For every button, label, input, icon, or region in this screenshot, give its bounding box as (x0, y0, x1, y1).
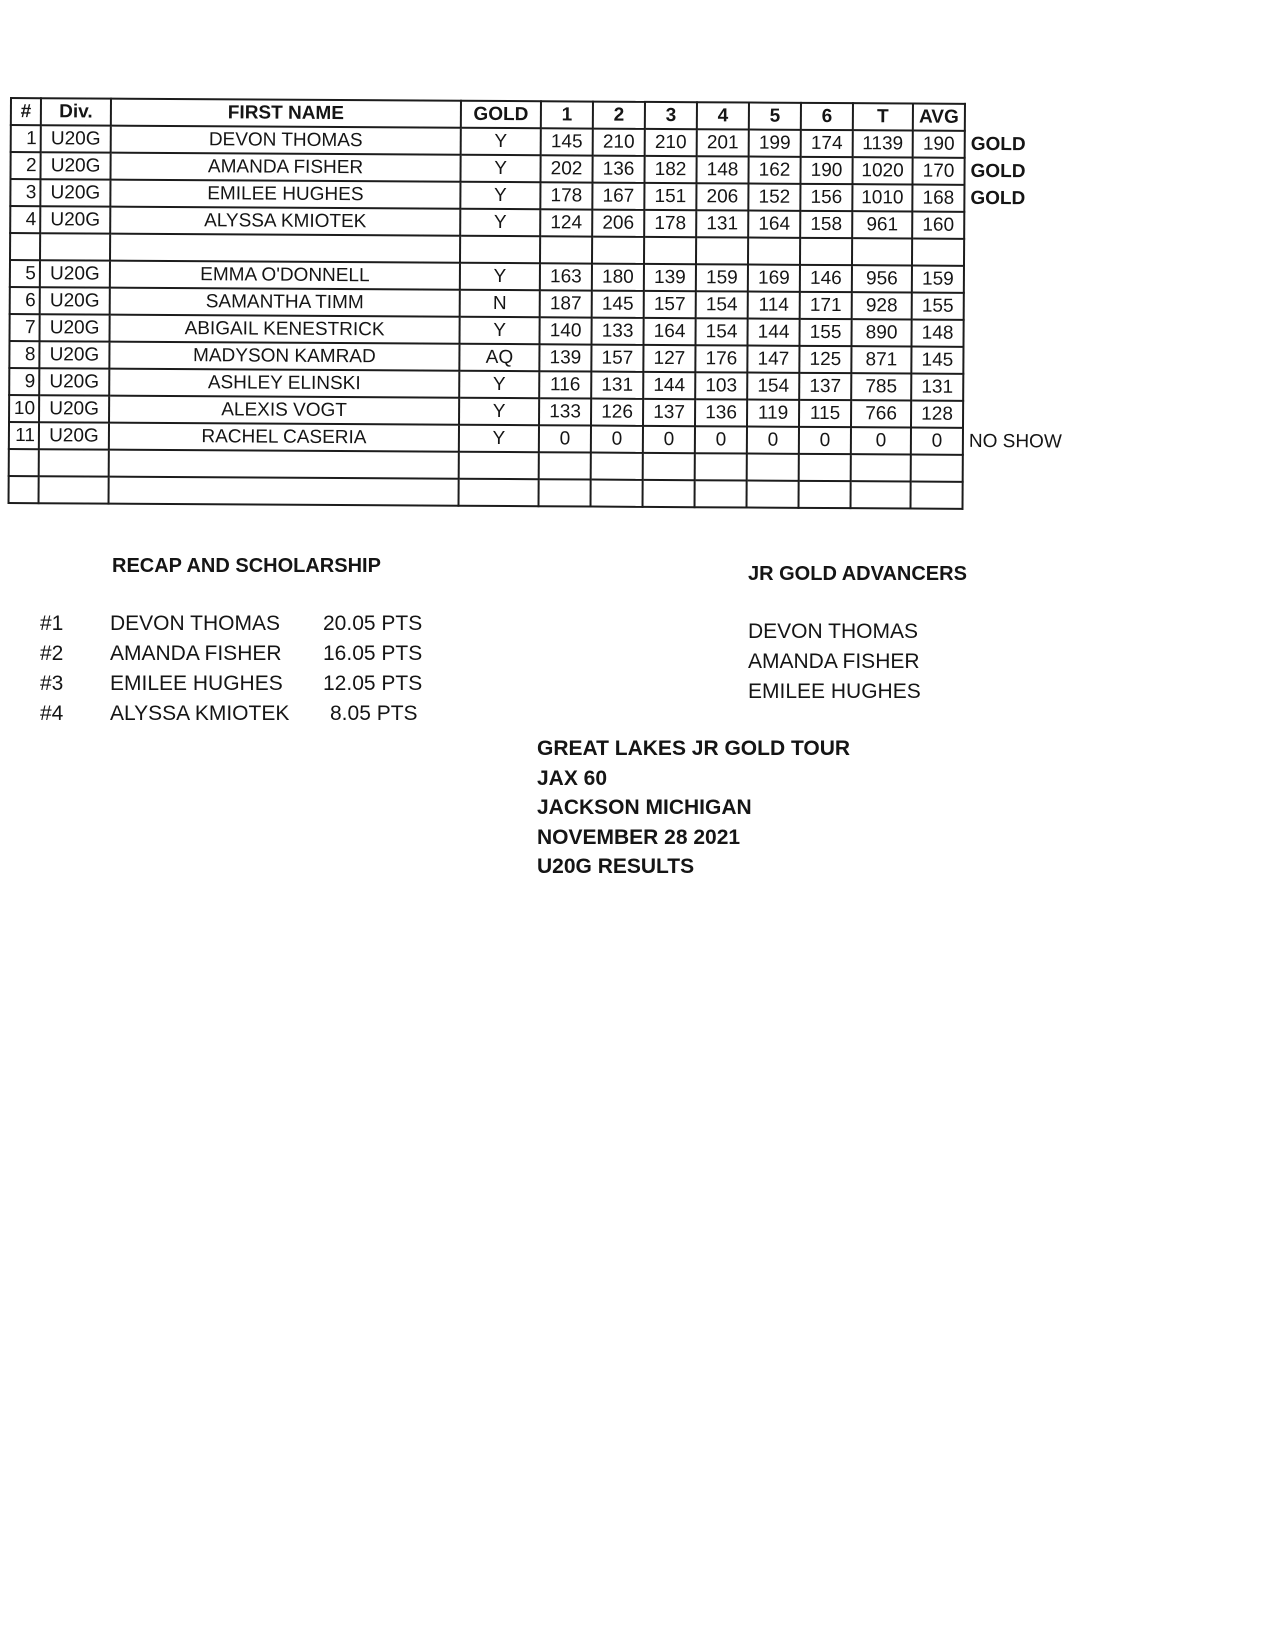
rank-cell (10, 233, 40, 260)
name-cell (110, 234, 460, 263)
game-3-cell: 157 (644, 291, 696, 318)
recap-points: 20.05 PTS (323, 612, 423, 635)
total-cell: 0 (851, 427, 911, 454)
game-2-cell (591, 453, 643, 480)
game-3-cell: 164 (643, 318, 695, 345)
total-cell: 1010 (852, 184, 912, 211)
game-5-cell: 164 (748, 211, 800, 238)
game-6-cell (799, 454, 851, 481)
gold-cell: Y (460, 263, 540, 290)
game-2-cell (591, 480, 643, 507)
gold-cell (459, 452, 539, 479)
advancer-name: EMILEE HUGHES (748, 680, 921, 703)
game-6-cell: 125 (799, 346, 851, 373)
game-3-cell: 178 (644, 210, 696, 237)
gold-cell: AQ (459, 344, 539, 371)
game-1-cell: 133 (539, 398, 591, 425)
name-cell: SAMANTHA TIMM (110, 288, 460, 317)
recap-name: AMANDA FISHER (110, 642, 282, 665)
recap-points: 8.05 PTS (330, 702, 418, 725)
game-4-cell: 131 (696, 210, 748, 237)
game-2-cell: 145 (592, 291, 644, 318)
total-cell: 1139 (853, 130, 913, 157)
table-row (9, 476, 1073, 509)
advancer-name: AMANDA FISHER (748, 650, 920, 673)
game-4-cell: 159 (696, 264, 748, 291)
game-1-cell: 116 (539, 371, 591, 398)
name-cell: RACHEL CASERIA (109, 423, 459, 452)
game-5-cell: 114 (748, 292, 800, 319)
gold-cell: Y (460, 182, 540, 209)
division-cell: U20G (39, 422, 109, 449)
game-6-cell: 155 (799, 319, 851, 346)
division-cell: U20G (40, 179, 110, 206)
name-cell (109, 477, 459, 506)
rank-cell: 8 (9, 341, 39, 368)
game-6-cell: 190 (800, 157, 852, 184)
total-cell: 871 (851, 346, 911, 373)
game-5-cell (747, 481, 799, 508)
row-note (963, 482, 1073, 510)
game-2-cell: 0 (591, 426, 643, 453)
col-header-game-1: 1 (541, 101, 593, 128)
rank-cell: 2 (10, 152, 40, 179)
game-2-cell (592, 237, 644, 264)
average-cell: 131 (911, 374, 963, 401)
recap-name: EMILEE HUGHES (110, 672, 283, 695)
gold-cell: Y (459, 371, 539, 398)
row-note (963, 455, 1073, 483)
average-cell (912, 239, 964, 266)
gold-cell: Y (460, 155, 540, 182)
rank-cell (9, 476, 39, 503)
gold-cell: Y (459, 398, 539, 425)
recap-name: ALYSSA KMIOTEK (110, 702, 290, 725)
game-5-cell: 169 (748, 265, 800, 292)
average-cell: 190 (913, 131, 965, 158)
game-4-cell: 154 (695, 318, 747, 345)
game-2-cell: 167 (592, 183, 644, 210)
event-line: JACKSON MICHIGAN (537, 796, 752, 819)
game-1-cell: 187 (540, 290, 592, 317)
recap-rank: #3 (40, 672, 64, 695)
col-header-game-4: 4 (697, 102, 749, 129)
average-cell: 168 (912, 185, 964, 212)
total-cell: 890 (851, 319, 911, 346)
results-table (8, 97, 1076, 511)
gold-cell: N (460, 290, 540, 317)
game-4-cell (695, 453, 747, 480)
row-note: GOLD (970, 187, 1026, 209)
game-1-cell: 140 (539, 317, 591, 344)
game-3-cell: 182 (644, 156, 696, 183)
game-5-cell: 154 (747, 373, 799, 400)
game-1-cell: 139 (539, 344, 591, 371)
game-4-cell (696, 237, 748, 264)
game-6-cell: 0 (799, 427, 851, 454)
game-1-cell: 0 (539, 425, 591, 452)
division-cell: U20G (40, 152, 110, 179)
game-1-cell: 202 (540, 155, 592, 182)
division-cell (40, 233, 110, 260)
name-cell (109, 450, 459, 479)
game-3-cell: 151 (644, 183, 696, 210)
total-cell (852, 238, 912, 265)
col-header-game-3: 3 (645, 102, 697, 129)
game-2-cell: 206 (592, 210, 644, 237)
game-3-cell: 210 (645, 129, 697, 156)
row-note: NO SHOW (968, 430, 1062, 452)
event-line: NOVEMBER 28 2021 (537, 825, 741, 849)
gold-cell: Y (460, 317, 540, 344)
average-cell (911, 455, 963, 482)
row-note (963, 347, 1073, 375)
recap-name: DEVON THOMAS (110, 612, 280, 635)
recap-points: 16.05 PTS (323, 642, 423, 665)
game-6-cell: 137 (799, 373, 851, 400)
recap-rank: #2 (40, 642, 64, 665)
game-3-cell (643, 453, 695, 480)
game-1-cell: 163 (540, 263, 592, 290)
division-cell (39, 449, 109, 476)
average-cell: 145 (911, 347, 963, 374)
gold-cell (460, 236, 540, 263)
game-5-cell: 0 (747, 427, 799, 454)
row-note (964, 293, 1074, 321)
average-cell: 148 (911, 320, 963, 347)
rank-cell: 6 (10, 287, 40, 314)
name-cell: ALYSSA KMIOTEK (110, 207, 460, 236)
event-line: JAX 60 (537, 766, 608, 790)
game-2-cell: 131 (591, 372, 643, 399)
game-4-cell: 176 (695, 345, 747, 372)
game-6-cell: 156 (800, 184, 852, 211)
average-cell: 159 (912, 266, 964, 293)
name-cell: ASHLEY ELINSKI (109, 369, 459, 398)
division-cell: U20G (40, 206, 110, 233)
average-cell: 155 (912, 293, 964, 320)
row-note (964, 239, 1074, 267)
game-1-cell (539, 452, 591, 479)
total-cell (851, 454, 911, 481)
game-2-cell: 136 (592, 156, 644, 183)
game-1-cell (539, 479, 591, 506)
col-header-game-2: 2 (593, 102, 645, 129)
game-3-cell: 139 (644, 264, 696, 291)
game-6-cell: 158 (800, 211, 852, 238)
name-cell: ABIGAIL KENESTRICK (110, 315, 460, 344)
event-line: U20G RESULTS (537, 855, 695, 878)
name-cell: EMMA O'DONNELL (110, 261, 460, 290)
total-cell: 956 (852, 265, 912, 292)
game-5-cell: 147 (747, 346, 799, 373)
rank-cell: 10 (9, 395, 39, 422)
advancers-title: JR GOLD ADVANCERS (748, 563, 967, 585)
col-header-total: T (853, 103, 913, 130)
total-cell: 961 (852, 211, 912, 238)
game-6-cell: 171 (800, 292, 852, 319)
game-2-cell: 210 (593, 129, 645, 156)
game-4-cell: 136 (695, 399, 747, 426)
division-cell: U20G (40, 314, 110, 341)
average-cell: 128 (911, 401, 963, 428)
game-5-cell (748, 238, 800, 265)
row-note: GOLD (970, 160, 1026, 182)
game-5-cell: 144 (747, 319, 799, 346)
rank-cell: 9 (9, 368, 39, 395)
division-cell: U20G (39, 395, 109, 422)
average-cell: 160 (912, 212, 964, 239)
gold-cell: Y (459, 425, 539, 452)
game-4-cell: 154 (696, 291, 748, 318)
game-3-cell: 127 (643, 345, 695, 372)
recap-rank: #1 (40, 612, 64, 635)
total-cell (851, 481, 911, 508)
game-5-cell: 119 (747, 400, 799, 427)
game-4-cell: 0 (695, 426, 747, 453)
division-cell (39, 476, 109, 503)
game-3-cell: 137 (643, 399, 695, 426)
rank-cell: 11 (9, 422, 39, 449)
gold-cell (459, 479, 539, 506)
recap-rank: #4 (40, 702, 64, 725)
row-note (964, 212, 1074, 240)
game-4-cell: 103 (695, 372, 747, 399)
event-line: GREAT LAKES JR GOLD TOUR (537, 737, 851, 760)
game-1-cell (540, 236, 592, 263)
rank-cell: 4 (10, 206, 40, 233)
col-header-game-6: 6 (801, 103, 853, 130)
gold-cell: Y (460, 209, 540, 236)
game-3-cell (644, 237, 696, 264)
game-5-cell (747, 454, 799, 481)
name-cell: ALEXIS VOGT (109, 396, 459, 425)
game-6-cell (799, 481, 851, 508)
name-cell: AMANDA FISHER (110, 153, 460, 182)
row-note: GOLD (970, 133, 1026, 155)
game-2-cell: 133 (591, 318, 643, 345)
rank-cell: 1 (11, 125, 41, 152)
col-header-division: Div. (41, 98, 111, 125)
col-header-gold: GOLD (461, 101, 541, 128)
results-body (9, 125, 1075, 509)
total-cell: 928 (852, 292, 912, 319)
recap-title: RECAP AND SCHOLARSHIP (112, 555, 381, 577)
division-cell: U20G (40, 287, 110, 314)
game-3-cell: 144 (643, 372, 695, 399)
game-4-cell: 201 (697, 129, 749, 156)
average-cell (911, 482, 963, 509)
total-cell: 766 (851, 400, 911, 427)
game-3-cell (643, 480, 695, 507)
game-2-cell: 180 (592, 264, 644, 291)
col-header-game-5: 5 (749, 103, 801, 130)
total-cell: 785 (851, 373, 911, 400)
game-1-cell: 178 (540, 182, 592, 209)
game-6-cell (800, 238, 852, 265)
game-4-cell: 206 (696, 183, 748, 210)
game-2-cell: 126 (591, 399, 643, 426)
col-header-average: AVG (913, 104, 965, 131)
row-note (964, 266, 1074, 294)
row-note (963, 320, 1073, 348)
game-1-cell: 145 (541, 128, 593, 155)
name-cell: EMILEE HUGHES (110, 180, 460, 209)
average-cell: 0 (911, 428, 963, 455)
total-cell: 1020 (852, 157, 912, 184)
game-4-cell: 148 (696, 156, 748, 183)
game-5-cell: 162 (748, 157, 800, 184)
advancer-name: DEVON THOMAS (748, 620, 918, 643)
gold-cell: Y (461, 128, 541, 155)
game-5-cell: 199 (749, 130, 801, 157)
col-header-rank: # (11, 98, 41, 125)
row-note (963, 401, 1073, 429)
average-cell: 170 (912, 158, 964, 185)
game-1-cell: 124 (540, 209, 592, 236)
recap-points: 12.05 PTS (323, 672, 423, 695)
col-header-first-name: FIRST NAME (111, 99, 461, 128)
row-note (963, 374, 1073, 402)
game-4-cell (695, 480, 747, 507)
name-cell: DEVON THOMAS (111, 126, 461, 155)
game-5-cell: 152 (748, 184, 800, 211)
rank-cell: 3 (10, 179, 40, 206)
game-3-cell: 0 (643, 426, 695, 453)
division-cell: U20G (40, 260, 110, 287)
rank-cell (9, 449, 39, 476)
rank-cell: 5 (10, 260, 40, 287)
division-cell: U20G (39, 341, 109, 368)
game-2-cell: 157 (591, 345, 643, 372)
col-header-note (965, 104, 1075, 132)
game-6-cell: 146 (800, 265, 852, 292)
name-cell: MADYSON KAMRAD (109, 342, 459, 371)
game-6-cell: 115 (799, 400, 851, 427)
division-cell: U20G (39, 368, 109, 395)
game-6-cell: 174 (801, 130, 853, 157)
division-cell: U20G (41, 125, 111, 152)
rank-cell: 7 (10, 314, 40, 341)
